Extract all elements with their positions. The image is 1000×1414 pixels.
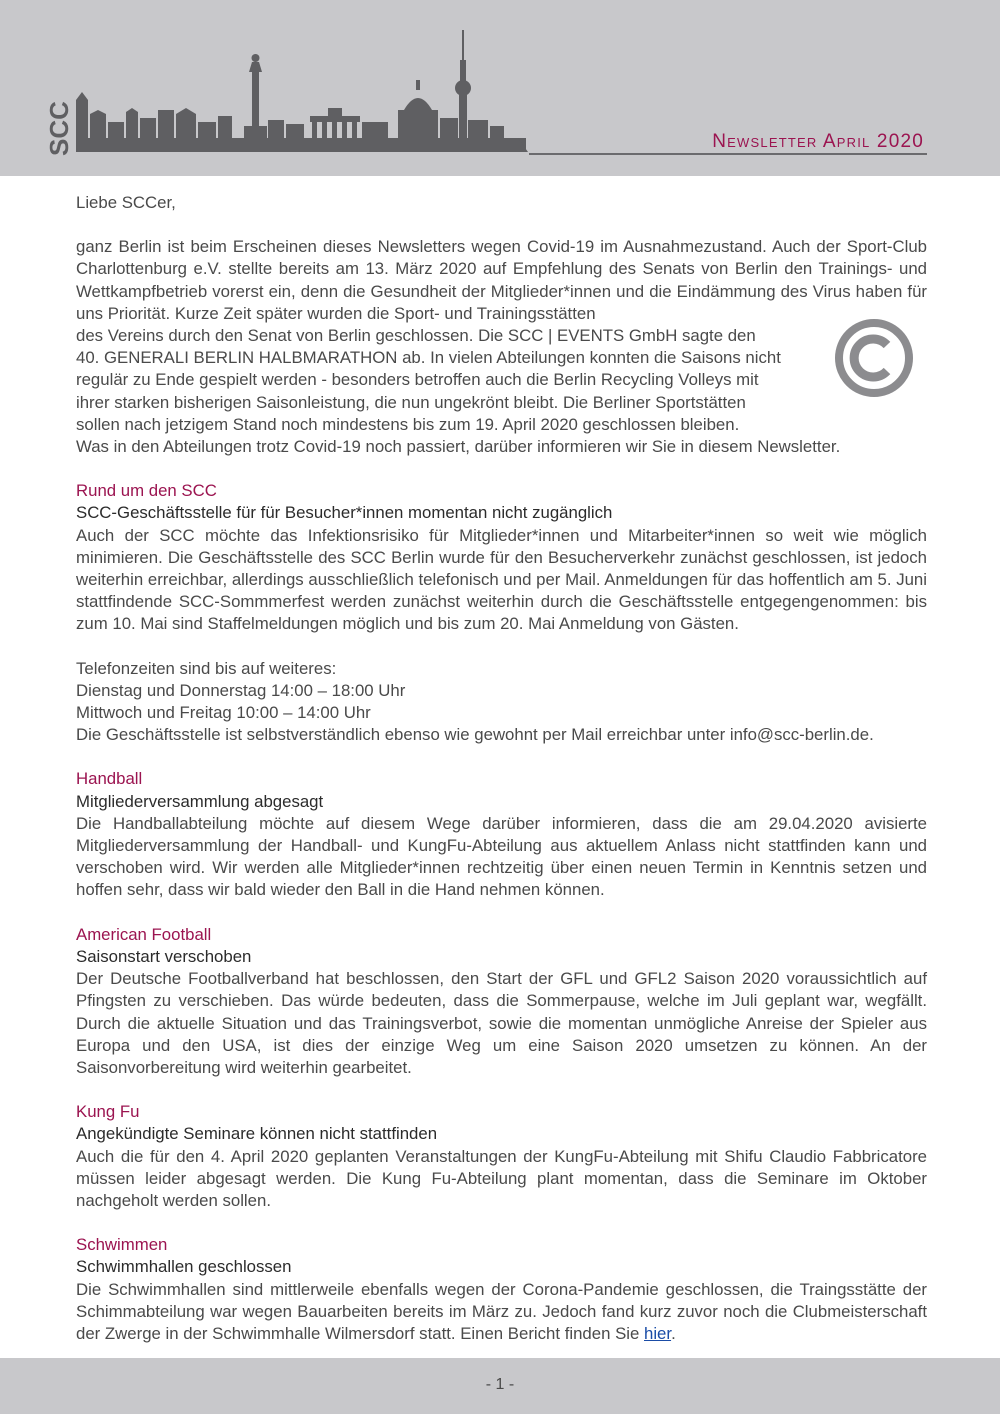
newsletter-body: [76, 192, 927, 1345]
mail-line: Die Geschäftsstelle ist selbstverständlich ebenso wie gewohnt per Mail erreichbar unter info@scc-berlin.de.: [76, 725, 874, 745]
link-punctuation: .: [671, 1323, 676, 1343]
intro-line: sollen nach jetzigem Stand noch mindestens bis zum 19. April 2020 geschlossen bleiben.: [76, 414, 740, 434]
section-body: Die Schwimmhallen sind mittlerweile ebenfalls wegen der Corona-Pandemie geschlossen, die Traingsstätte der Schimmabteilung war wegen Bauarbeiten bereits im März zu. Jedoch fand kurz zuvor noch die Clubmeisterschaft der Zwerge in der Schwimmhalle Wilmersdorf statt. Einen Bericht finden Sie: [76, 1279, 927, 1343]
header-rule: [529, 153, 927, 155]
section-body: Auch die für den 4. April 2020 geplanten Veranstaltungen der KungFu-Abteilung mit Shifu Claudio Fabbricatore müssen leider abgesagt werden. Die Kung Fu-Abteilung plant momentan, dass die Seminare im Oktober nachgeholt werden sollen.: [76, 1146, 927, 1210]
page-header: [0, 0, 1000, 176]
intro-paragraph: ganz Berlin ist beim Erscheinen dieses Newsletters wegen Covid-19 im Ausnahmezustand. Auch der Sport-Club Charlottenburg e.V. stellte bereits am 13. März 2020 auf Empfehlung des Senats von Berlin den Trainings- und Wettkampfbetrieb vorerst ein, denn die Gesundheit der Mitglieder*innen und die Eindämmung des Virus haben für uns Priorität. Kurze Zeit später wurden die Sport- und Trainingsstätten: [76, 237, 927, 323]
section-subheading: Schwimmhallen geschlossen: [76, 1257, 292, 1277]
newsletter-title: Newsletter April 2020: [712, 131, 924, 152]
intro-line: 40. GENERALI BERLIN HALBMARATHON ab. In vielen Abteilungen konnten die Saisons nicht: [76, 348, 781, 368]
section-heading: American Football: [76, 924, 212, 944]
section-body: Die Handballabteilung möchte auf diesem Wege darüber informieren, dass die am 29.04.2020 avisierte Mitgliederversammlung der Handball- und KungFu-Abteilung aus aktuellem Anlass nicht stattfinden kann und verschoben wird. Wir werden alle Mitglieder*innen rechtzeitig über einen neuen Termin in Kenntnis setzen und hoffen sehr, dass wir bald wieder den Ball in die Hand nehmen können.: [76, 813, 927, 900]
berlin-skyline-logo: [44, 30, 528, 156]
intro-line: des Vereins durch den Senat von Berlin geschlossen. Die SCC | EVENTS GmbH sagte den: [76, 326, 756, 346]
logo-text: SCC: [44, 101, 74, 156]
section-handball: [76, 768, 927, 901]
intro-line: ihrer starken bisherigen Saisonleistung, die nun ungekrönt bleibt. Die Berliner Sportstätten: [76, 392, 746, 412]
section-subheading: Mitgliederversammlung abgesagt: [76, 791, 324, 811]
page-number: - 1 -: [485, 1376, 515, 1393]
intro-line: Was in den Abteilungen trotz Covid-19 noch passiert, darüber informieren wir Sie in diesem Newsletter.: [76, 437, 841, 457]
section-heading: Kung Fu: [76, 1102, 140, 1122]
section-body: Auch der SCC möchte das Infektionsrisiko für Mitglieder*innen und Mitarbeiter*innen so weit wie möglich minimieren. Die Geschäftsstelle des SCC Berlin wurde für den Besucherverkehr zunächst geschlossen, ist jedoch weiterhin erreichbar, allerdings ausschließlich telefonisch und per Mail. Anmeldungen für das hoffentlich am 5. Juni stattfindende SCC-Sommmerfest werden zunächst weiterhin durch die Geschäftsstelle entgegengenommen: bis zum 10. Mai sind Staffelmeldungen möglich und bis zum 20. Mai Anmeldung von Gästen.: [76, 525, 927, 634]
section-american-football: [76, 924, 927, 1079]
section-scc: [76, 480, 927, 746]
section-subheading: Angekündigte Seminare können nicht stattfinden: [76, 1124, 438, 1144]
section-subheading: Saisonstart verschoben: [76, 946, 252, 966]
section-heading: Rund um den SCC: [76, 481, 217, 501]
intro-line: regulär zu Ende gespielt werden - besonders betroffen auch die Berlin Recycling Volleys mit: [76, 370, 759, 390]
section-kung-fu: [76, 1101, 927, 1212]
section-heading: Handball: [76, 769, 143, 789]
phone-intro: Telefonzeiten sind bis auf weiteres:: [76, 658, 337, 678]
report-link[interactable]: hier: [644, 1323, 672, 1343]
section-body: Der Deutsche Footballverband hat beschlossen, den Start der GFL und GFL2 Saison 2020 voraussichtlich auf Pfingsten zu verschieben. Das würde bedeuten, dass die Sommerpause, welche im Juli geplant war, wegfällt. Durch die aktuelle Situation und das Trainingsverbot, sowie die momentan unmögliche Anreise der Spieler aus Europa und den USA, ist dies der einzige Weg um eine Saison 2020 umsetzen zu können. An der Saisonvorbereitung wird weiterhin gearbeitet.: [76, 969, 927, 1077]
section-subheading: SCC-Geschäftsstelle für für Besucher*innen momentan nicht zugänglich: [76, 503, 613, 523]
phone-hours: Mittwoch und Freitag 10:00 – 14:00 Uhr: [76, 703, 371, 723]
section-body-wrapper: [76, 1279, 927, 1346]
phone-hours: Dienstag und Donnerstag 14:00 – 18:00 Uhr: [76, 680, 406, 700]
section-heading: Schwimmen: [76, 1235, 168, 1255]
greeting: Liebe SCCer,: [76, 193, 176, 212]
section-schwimmen: [76, 1234, 927, 1345]
